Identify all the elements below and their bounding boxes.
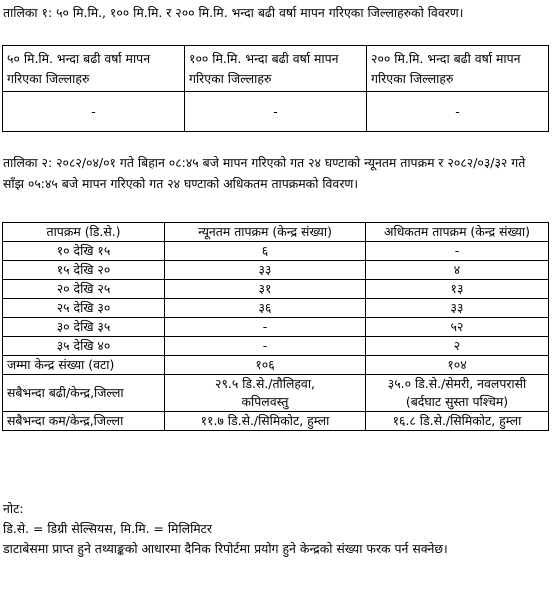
lowest-label: सबैभन्दा कम/केन्द्र,जिल्ला — [3, 412, 165, 431]
range-cell: २५ देखि ३० — [3, 299, 165, 318]
min-count-cell: - — [165, 318, 366, 337]
notes-title: नोट: — [3, 501, 24, 516]
lowest-min: ११.७ डि.से./सिमिकोट, हुम्ला — [165, 412, 366, 431]
highest-min-cell — [165, 375, 366, 412]
table-row — [3, 299, 549, 318]
max-count-cell: ५२ — [366, 318, 549, 337]
total-row — [3, 356, 549, 375]
value-50mm: - — [3, 92, 185, 132]
table-row — [3, 242, 549, 261]
max-count-cell: - — [366, 242, 549, 261]
header-200mm: २०० मि.मि. भन्दा बढी वर्षा मापन गरिएका जिल्लाहरु — [367, 46, 549, 92]
min-count-cell: ६ — [165, 242, 366, 261]
value-100mm: - — [185, 92, 367, 132]
highest-max-line2: (बर्दघाट सुस्ता पश्चिम) — [405, 394, 509, 409]
temperature-table — [2, 222, 549, 431]
min-count-cell: ३६ — [165, 299, 366, 318]
highest-min-line2: कपिलवस्तु — [241, 394, 289, 409]
notes-disclaimer: डाटाबेसमा प्राप्त हुने तथ्याङ्कको आधारमा दैनिक रिपोर्टमा प्रयोग हुने केन्द्रको संख्या फरक पर्न सक्नेछ। — [3, 541, 448, 556]
table-row — [3, 337, 549, 356]
highest-max-line1: ३५.० डि.से./सेमरी, नवलपरासी — [387, 376, 527, 391]
table-header-row — [3, 223, 549, 242]
max-count-cell: ४ — [366, 261, 549, 280]
header-min-temp: न्यूनतम तापक्रम (केन्द्र संख्या) — [165, 223, 366, 242]
max-count-cell: १३ — [366, 280, 549, 299]
max-count-cell: २ — [366, 337, 549, 356]
max-count-cell: ३३ — [366, 299, 549, 318]
total-max: १०४ — [366, 356, 549, 375]
table2-caption: तालिका २: २०८२/०४/०१ गते बिहान ०८:४५ बजे मापन गरिएको गत २४ घण्टाको न्यूनतम तापक्रम र २०८२/०३/३२ गते साँझ ०५:४५ बजे मापन गरिएको गत २४ घण्टाको अधिकतम तापक्रमको विवरण। — [3, 155, 526, 191]
min-count-cell: ३३ — [165, 261, 366, 280]
header-100mm: १०० मि.मि. भन्दा बढी वर्षा मापन गरिएका जिल्लाहरु — [185, 46, 367, 92]
table-row — [3, 280, 549, 299]
rainfall-districts-table — [2, 45, 549, 132]
table1-caption: तालिका १: ५० मि.मि., १०० मि.मि. र २०० मि.मि. भन्दा बढी वर्षा मापन गरिएका जिल्लाहरुको विवरण। — [3, 5, 464, 20]
range-cell: १५ देखि २० — [3, 261, 165, 280]
highest-min-line1: २९.५ डि.से./तौलिहवा, — [215, 376, 315, 391]
table-header-row — [3, 46, 549, 92]
table-row — [3, 92, 549, 132]
min-count-cell: ३१ — [165, 280, 366, 299]
highest-row — [3, 375, 549, 412]
highest-max-cell — [366, 375, 549, 412]
range-cell: ३५ देखि ४० — [3, 337, 165, 356]
min-count-cell: - — [165, 337, 366, 356]
value-200mm: - — [367, 92, 549, 132]
total-label: जम्मा केन्द्र संख्या (वटा) — [3, 356, 165, 375]
total-min: १०६ — [165, 356, 366, 375]
range-cell: ३० देखि ३५ — [3, 318, 165, 337]
lowest-row — [3, 412, 549, 431]
range-cell: १० देखि १५ — [3, 242, 165, 261]
highest-label: सबैभन्दा बढी/केन्द्र,जिल्ला — [3, 375, 165, 412]
range-cell: २० देखि २५ — [3, 280, 165, 299]
table-row — [3, 261, 549, 280]
notes-abbreviations: डि.से. = डिग्री सेल्सियस, मि.मि. = मिलिमिटर — [3, 521, 212, 536]
lowest-max: १६.८ डि.से./सिमिकोट, हुम्ला — [366, 412, 549, 431]
notes — [3, 499, 549, 559]
header-50mm: ५० मि.मि. भन्दा बढी वर्षा मापन गरिएका जिल्लाहरु — [3, 46, 185, 92]
header-temperature-range: तापक्रम (डि.से.) — [3, 223, 165, 242]
header-max-temp: अधिकतम तापक्रम (केन्द्र संख्या) — [366, 223, 549, 242]
table-row — [3, 318, 549, 337]
